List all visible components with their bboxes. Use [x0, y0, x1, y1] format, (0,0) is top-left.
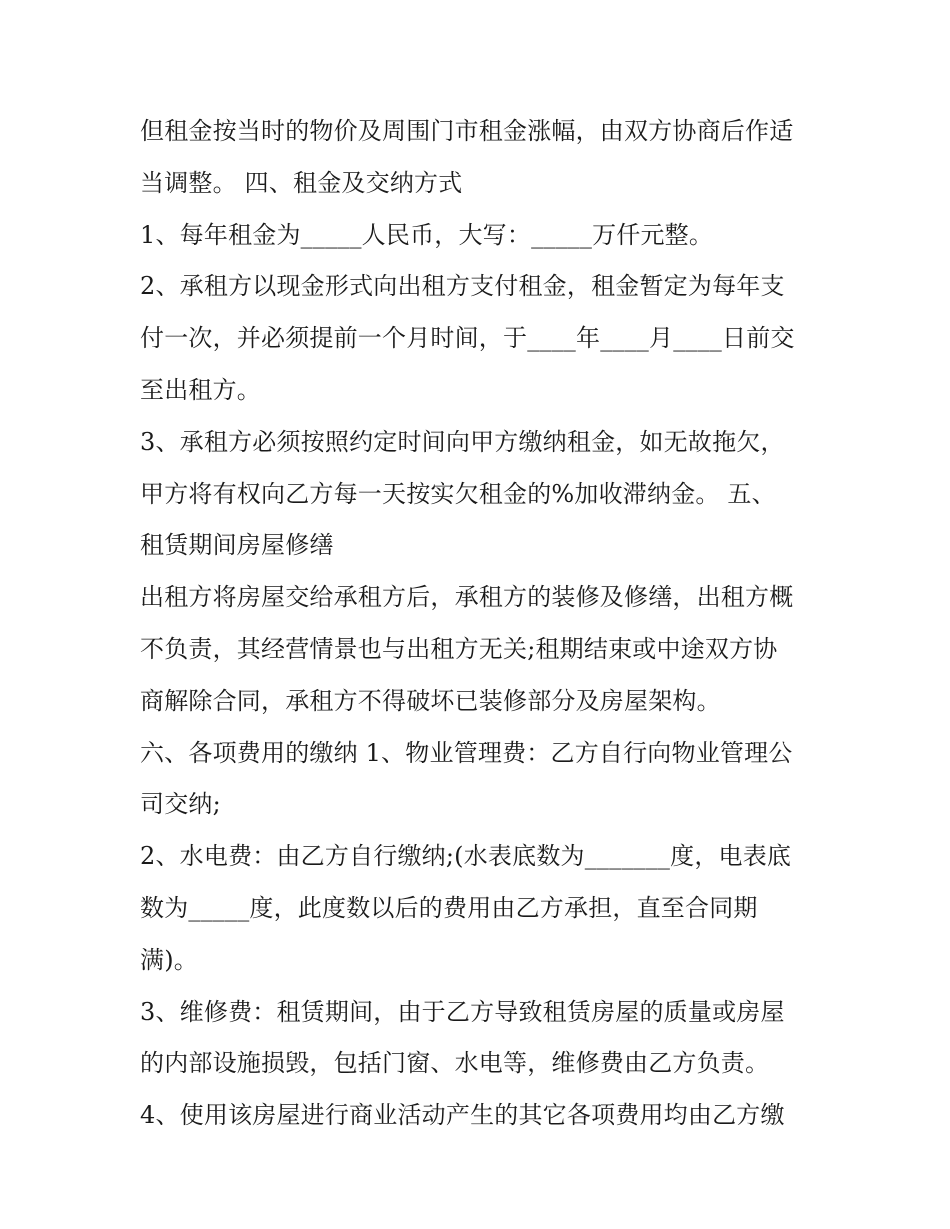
text-line: 1、每年租金为_____人民币，大写：_____万仟元整。	[140, 220, 714, 249]
text-line: 但租金按当时的物价及周围门市租金涨幅，由双方协商后作适	[140, 117, 794, 145]
text-line: 当调整。 四、租金及交纳方式	[140, 168, 463, 197]
text-line: 不负责，其经营情景也与出租方无关;租期结束或中途双方协	[140, 634, 778, 663]
text-line: 2、水电费：由乙方自行缴纳;(水表底数为_______度，电表底	[140, 842, 792, 871]
text-line: 3、承租方必须按照约定时间向甲方缴纳租金，如无故拖欠，	[140, 427, 785, 456]
text-line: 数为_____度，此度数以后的费用由乙方承担，直至合同期	[140, 893, 758, 922]
text-line: 甲方将有权向乙方每一天按实欠租金的%加收滞纳金。 五、	[140, 479, 776, 508]
text-line: 的内部设施损毁，包括门窗、水电等，维修费由乙方负责。	[140, 1049, 770, 1078]
text-line: 4、使用该房屋进行商业活动产生的其它各项费用均由乙方缴	[140, 1101, 785, 1130]
text-line: 至出租方。	[140, 375, 261, 404]
text-line: 满)。	[140, 945, 198, 974]
text-line: 2、承租方以现金形式向出租方支付租金，租金暂定为每年支	[140, 272, 785, 301]
text-line: 商解除合同，承租方不得破坏已装修部分及房屋架构。	[140, 686, 721, 715]
text-line: 付一次，并必须提前一个月时间，于____年____月____日前交	[140, 324, 795, 353]
text-line: 3、维修费：租赁期间，由于乙方导致租赁房屋的质量或房屋	[140, 997, 785, 1026]
text-line: 出租方将房屋交给承租方后，承租方的装修及修缮，出租方概	[140, 583, 794, 612]
text-line: 司交纳;	[140, 790, 221, 819]
text-line: 六、各项费用的缴纳 1、物业管理费：乙方自行向物业管理公	[140, 738, 793, 767]
text-line: 租赁期间房屋修缮	[140, 531, 334, 560]
document-body	[140, 106, 820, 1142]
